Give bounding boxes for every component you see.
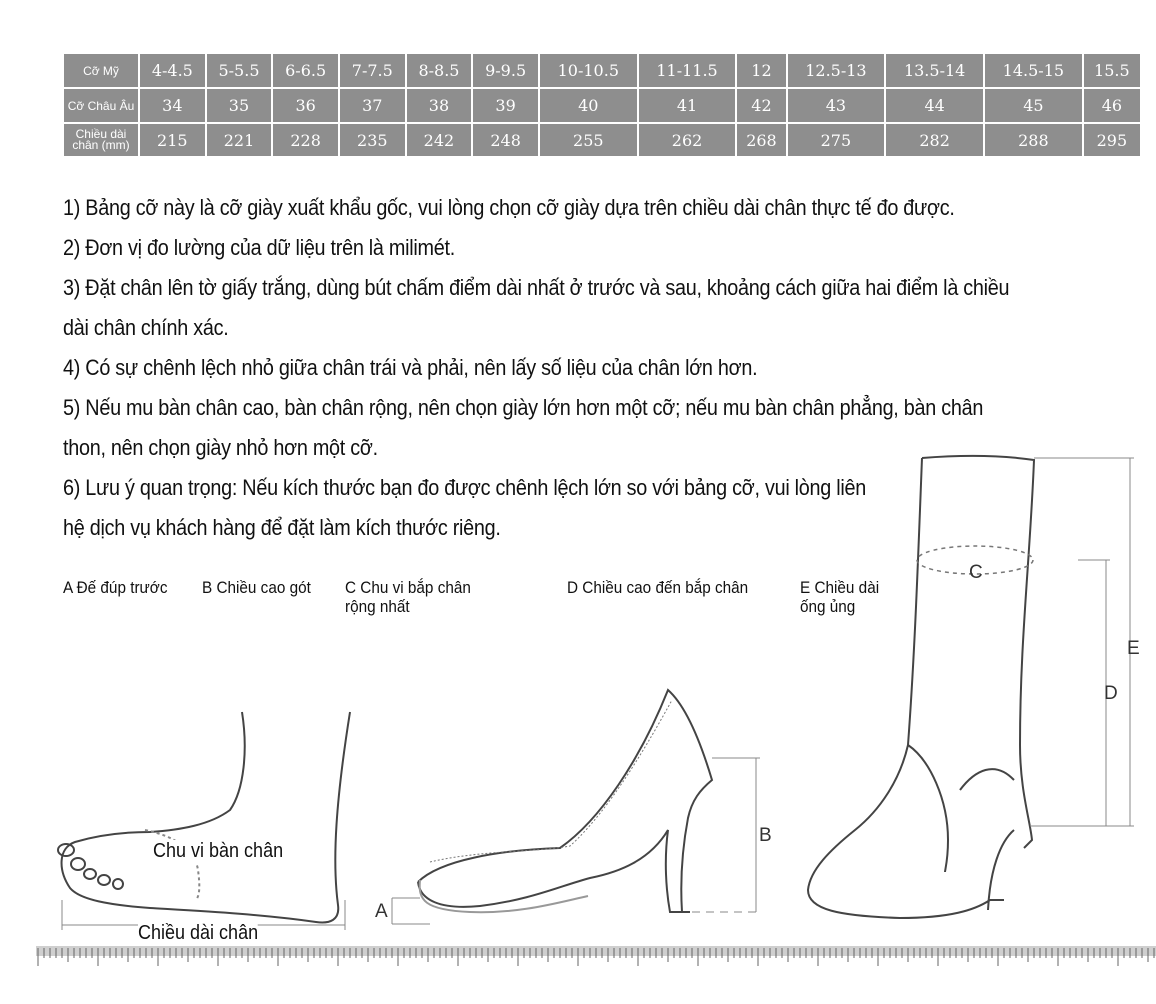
table-cell: 5-5.5 (207, 54, 272, 87)
table-cell: 268 (737, 124, 785, 156)
letter-a: A (375, 901, 388, 922)
table-cell: 35 (207, 89, 272, 122)
table-cell: 215 (140, 124, 205, 156)
note: 3) Đặt chân lên tờ giấy trắng, dùng bút chấm điểm dài nhất ở trước và sau, khoảng cách giữa hai điểm là chiều dài chân chính xác. (63, 275, 1010, 340)
table-cell: 295 (1084, 124, 1140, 156)
table-cell: 221 (207, 124, 272, 156)
table-cell: 242 (407, 124, 472, 156)
note: 5) Nếu mu bàn chân cao, bàn chân rộng, nên chọn giày lớn hơn một cỡ; nếu mu bàn chân phẳng, bàn chân thon, nên chọn giày nhỏ hơn một cỡ. (63, 395, 984, 460)
table-cell: 36 (273, 89, 338, 122)
letter-d: D (1104, 683, 1118, 704)
table-cell: 248 (473, 124, 538, 156)
foot-length-label: Chiều dài chân (138, 922, 259, 944)
row-header: Cỡ Châu Âu (64, 89, 138, 122)
table-cell: 41 (639, 89, 736, 122)
table-cell: 40 (540, 89, 637, 122)
table-cell: 43 (788, 89, 885, 122)
note: 2) Đơn vị đo lường của dữ liệu trên là milimét. (63, 235, 455, 260)
table-cell: 10-10.5 (540, 54, 637, 87)
note: 1) Bảng cỡ này là cỡ giày xuất khẩu gốc, vui lòng chọn cỡ giày dựa trên chiều dài chân thực tế đo được. (63, 195, 955, 220)
table-cell: 13.5-14 (886, 54, 983, 87)
table-cell: 262 (639, 124, 736, 156)
table-cell: 255 (540, 124, 637, 156)
table-cell: 45 (985, 89, 1082, 122)
note: 6) Lưu ý quan trọng: Nếu kích thước bạn đo được chênh lệch lớn so với bảng cỡ, vui lòng liên hệ dịch vụ khách hàng để đặt làm kích thước riêng. (63, 475, 867, 540)
table-cell: 15.5 (1084, 54, 1140, 87)
table-cell: 38 (407, 89, 472, 122)
table-cell: 12.5-13 (788, 54, 885, 87)
table-cell: 228 (273, 124, 338, 156)
table-cell: 44 (886, 89, 983, 122)
foot-girth-label: Chu vi bàn chân (153, 840, 284, 862)
letter-e: E (1127, 638, 1140, 659)
table-cell: 42 (737, 89, 785, 122)
note: 4) Có sự chênh lệch nhỏ giữa chân trái và phải, nên lấy số liệu của chân lớn hơn. (63, 355, 758, 380)
table-cell: 14.5-15 (985, 54, 1082, 87)
measurement-b-label: B Chiều cao gót (202, 578, 311, 597)
table-cell: 8-8.5 (407, 54, 472, 87)
letter-c: C (969, 562, 983, 583)
table-cell: 4-4.5 (140, 54, 205, 87)
table-cell: 235 (340, 124, 405, 156)
ruler (36, 946, 1156, 966)
row-header: Cỡ Mỹ (64, 54, 138, 87)
measurement-d-label: D Chiều cao đến bắp chân (567, 578, 749, 597)
table-cell: 288 (985, 124, 1082, 156)
table-cell: 6-6.5 (273, 54, 338, 87)
table-cell: 7-7.5 (340, 54, 405, 87)
table-cell: 46 (1084, 89, 1140, 122)
letter-b: B (759, 825, 772, 846)
table-cell: 39 (473, 89, 538, 122)
table-cell: 34 (140, 89, 205, 122)
measurement-c-label: C Chu vi bắp chân rộng nhất (345, 578, 471, 616)
table-cell: 275 (788, 124, 885, 156)
table-cell: 37 (340, 89, 405, 122)
table-cell: 282 (886, 124, 983, 156)
measurement-e-label: E Chiều dài ống ủng (800, 578, 880, 616)
table-cell: 12 (737, 54, 785, 87)
foot-illustration (58, 712, 350, 930)
pump-illustration (392, 690, 760, 924)
table-cell: 11-11.5 (639, 54, 736, 87)
measurement-a-label: A Đế đúp trước (63, 578, 168, 597)
row-header: Chiều dài chân (mm) (64, 124, 138, 156)
size-notes (63, 188, 1017, 548)
table-cell: 9-9.5 (473, 54, 538, 87)
